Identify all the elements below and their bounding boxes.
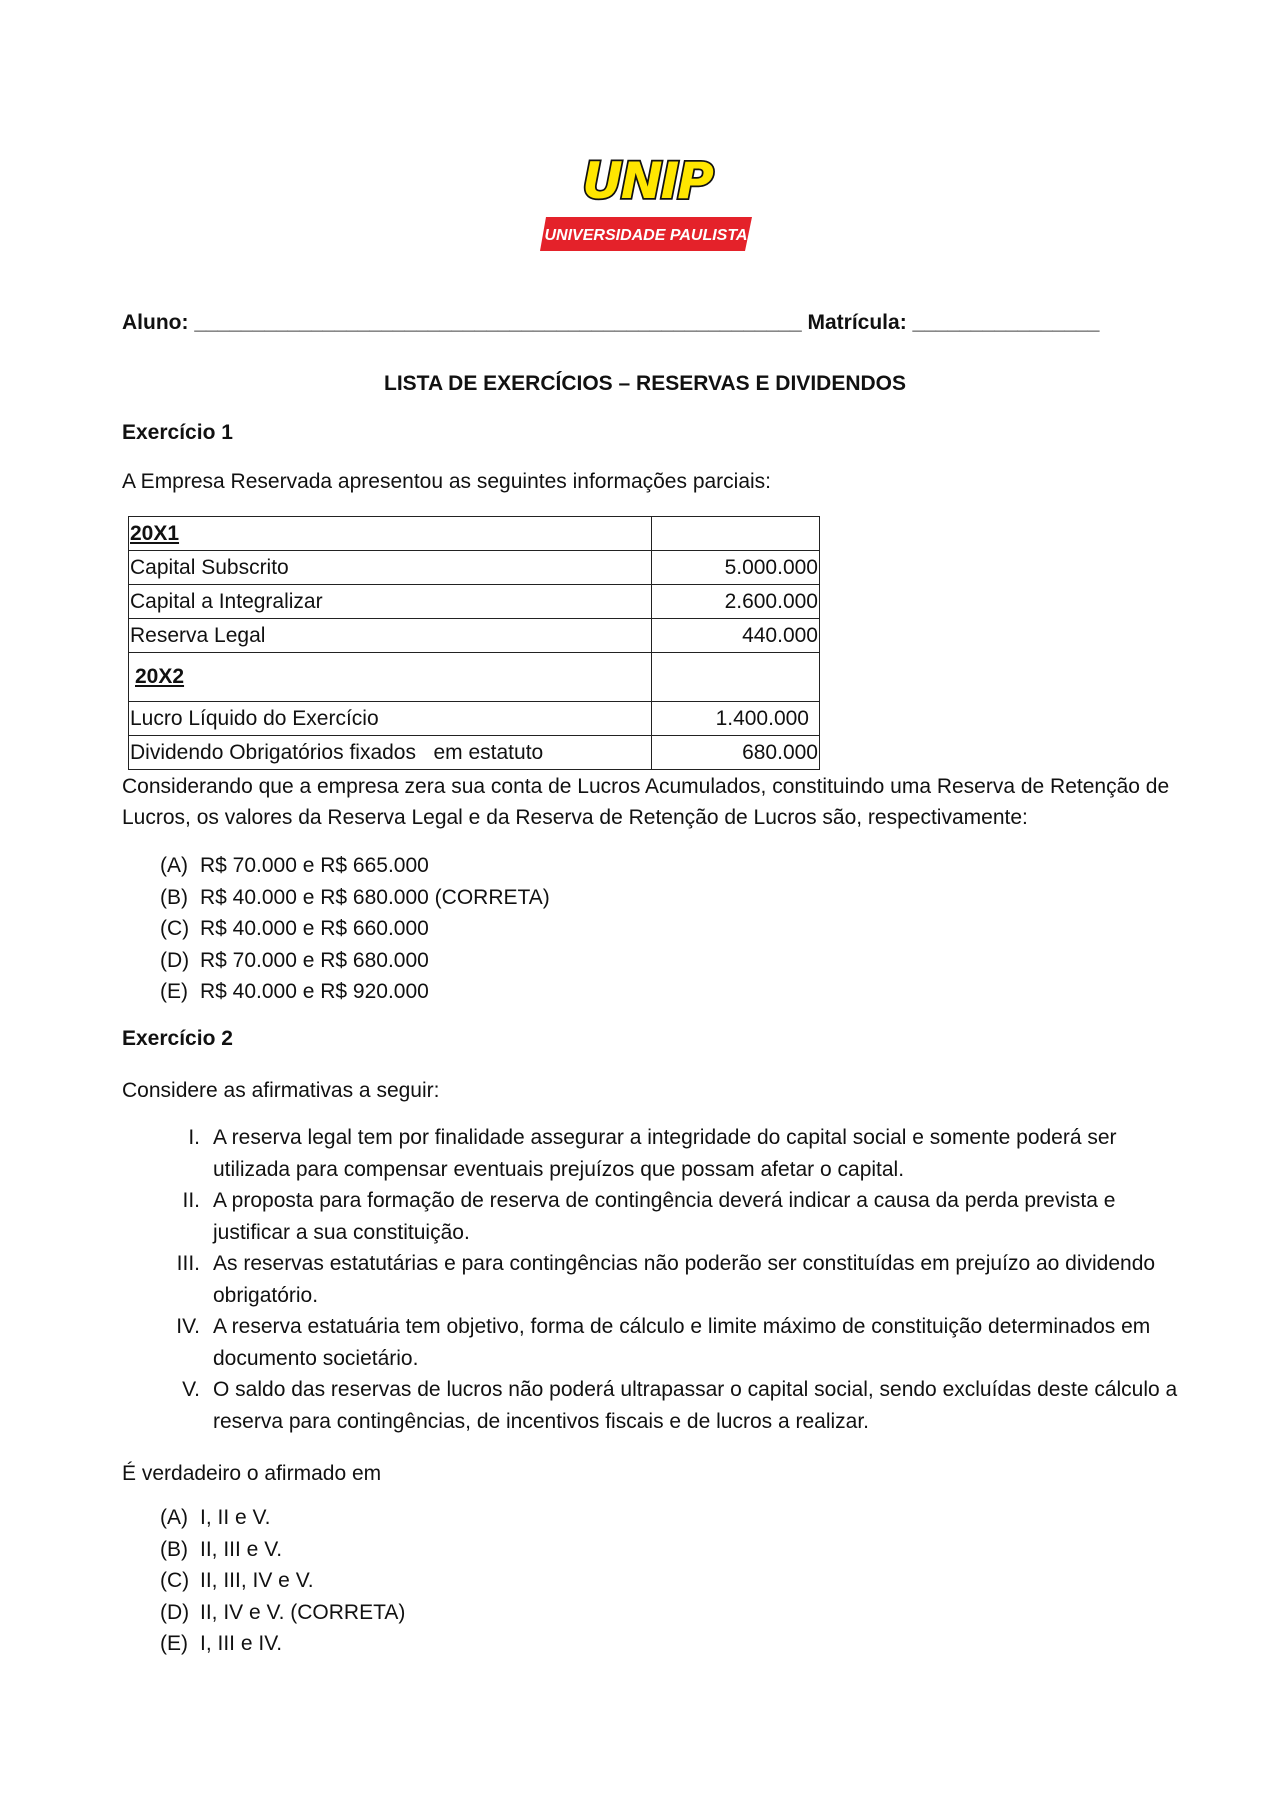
logo-subtitle: UNIVERSIDADE PAULISTA bbox=[544, 227, 748, 244]
financial-table bbox=[128, 516, 820, 770]
exercise-2-intro: Considere as afirmativas a seguir: bbox=[122, 1079, 440, 1102]
exercise-2-heading: Exercício 2 bbox=[122, 1027, 233, 1050]
student-line bbox=[122, 311, 1099, 335]
year-1-label: 20X1 bbox=[130, 521, 180, 545]
table-row bbox=[129, 702, 820, 736]
list-item: V. O saldo das reservas de lucros não poderá ultrapassar o capital social, sendo excluídas deste cálculo a reserva para contingências, de incentivos fiscais e de lucros a realizar. bbox=[182, 1378, 1178, 1433]
list-item: (D) R$ 70.000 e R$ 680.000 bbox=[160, 948, 429, 972]
logo-brand: UNIP bbox=[582, 154, 712, 210]
table-row bbox=[129, 653, 820, 702]
aluno-blank: ____________________________________________________ bbox=[194, 311, 802, 334]
matricula-blank: ________________ bbox=[912, 311, 1100, 334]
table-row bbox=[129, 585, 820, 619]
exercise-1-options bbox=[160, 850, 550, 1008]
list-item: (C) II, III, IV e V. bbox=[160, 1569, 314, 1592]
list-item: (D) II, IV e V. (CORRETA) bbox=[160, 1600, 406, 1624]
list-item: (B) II, III e V. bbox=[160, 1537, 283, 1561]
row-label: Capital Subscrito bbox=[129, 551, 652, 585]
row-label: Capital a Integralizar bbox=[129, 585, 652, 619]
table-row bbox=[129, 619, 820, 653]
row-value: 2.600.000 bbox=[652, 585, 820, 619]
list-item: IV. A reserva estatuária tem objetivo, forma de cálculo e limite máximo de constituição determinados em documento societário. bbox=[176, 1315, 1151, 1370]
unip-logo bbox=[540, 154, 755, 254]
row-value: 440.000 bbox=[652, 619, 820, 653]
matricula-label: Matrícula: bbox=[807, 311, 907, 334]
list-item: (B) R$ 40.000 e R$ 680.000 (CORRETA) bbox=[160, 885, 550, 909]
table-row bbox=[129, 517, 820, 551]
list-item: (A) I, II e V. bbox=[160, 1506, 271, 1529]
exercise-1-intro: A Empresa Reservada apresentou as seguintes informações parciais: bbox=[122, 470, 772, 493]
list-item: III. As reservas estatutárias e para contingências não poderão ser constituídas em prejuízo ao dividendo obrigatório. bbox=[176, 1252, 1156, 1307]
list-item: (E) R$ 40.000 e R$ 920.000 bbox=[160, 980, 429, 1003]
row-value: 5.000.000 bbox=[652, 551, 820, 585]
exercise-1-question: Considerando que a empresa zera sua conta de Lucros Acumulados, constituindo uma Reserva de Retenção de Lucros, os valores da Reserva Legal e da Reserva de Retenção de Lucros são, respectivamente: bbox=[122, 775, 1170, 829]
page-title: LISTA DE EXERCÍCIOS – RESERVAS E DIVIDENDOS bbox=[384, 372, 906, 395]
exercise-1-heading: Exercício 1 bbox=[122, 421, 233, 444]
list-item: (C) R$ 40.000 e R$ 660.000 bbox=[160, 917, 429, 940]
list-item: (E) I, III e IV. bbox=[160, 1632, 283, 1655]
exercise-2-options bbox=[160, 1502, 405, 1660]
row-value: 680.000 bbox=[652, 736, 820, 770]
table-row bbox=[129, 736, 820, 770]
year-2-label: 20X2 bbox=[135, 665, 185, 688]
row-label: Lucro Líquido do Exercício bbox=[129, 702, 652, 736]
list-item: II. A proposta para formação de reserva de contingência deverá indicar a causa da perda prevista e justificar a sua constituição. bbox=[182, 1189, 1116, 1244]
row-value: 1.400.000 bbox=[652, 702, 820, 736]
table-row bbox=[129, 551, 820, 585]
unip-logo-graphic bbox=[540, 154, 755, 254]
row-label: Reserva Legal bbox=[129, 619, 652, 653]
list-item: I. A reserva legal tem por finalidade assegurar a integridade do capital social e somente poderá ser utilizada para compensar eventuais prejuízos que possam afetar o capital. bbox=[188, 1126, 1117, 1181]
row-label: Dividendo Obrigatórios fixados em estatuto bbox=[129, 736, 652, 770]
list-item: (A) R$ 70.000 e R$ 665.000 bbox=[160, 854, 429, 877]
exercise-2-statements bbox=[150, 1122, 1180, 1437]
aluno-label: Aluno: bbox=[122, 311, 189, 334]
exercise-2-question: É verdadeiro o afirmado em bbox=[122, 1462, 382, 1485]
